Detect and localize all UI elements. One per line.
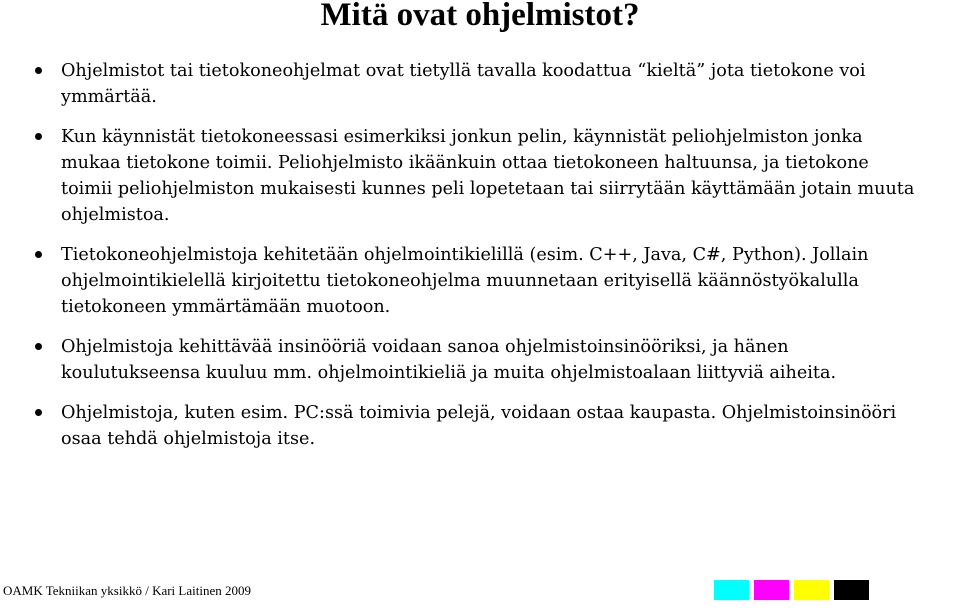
- color-swatch: [714, 580, 749, 600]
- print-color-bar: [714, 580, 869, 600]
- color-swatch: [794, 580, 829, 600]
- color-swatch: [834, 580, 869, 600]
- bullet-item-4: [0, 334, 960, 386]
- color-swatch: [754, 580, 789, 600]
- bullet-item-3: [0, 242, 960, 320]
- bullet-text: Ohjelmistot tai tietokoneohjelmat ovat tietyllä tavalla koodattua “kieltä” jota tietokone voi ymmärtää.: [61, 61, 866, 107]
- bullet-list: [0, 58, 960, 466]
- bullet-text: Ohjelmistoja kehittävää insinööriä voidaan sanoa ohjelmistoinsinööriksi, ja hänen koulutukseensa kuuluu mm. ohjelmointikieliä ja muita ohjelmistoalaan liittyviä aiheita.: [61, 337, 837, 383]
- bullet-text: Kun käynnistät tietokoneessasi esimerkiksi jonkun pelin, käynnistät peliohjelmiston jonka mukaa tietokone toimii. Peliohjelmisto ikäänkuin ottaa tietokoneen haltuunsa, ja tietokone toimii peliohjelmiston mukaisesti kunnes peli lopetetaan tai siirrytään käyttämään jotain muuta ohjelmistoa.: [61, 127, 915, 225]
- bullet-text: Tietokoneohjelmistoja kehitetään ohjelmointikielillä (esim. C++, Java, C#, Python). Jollain ohjelmointikielellä kirjoitettu tietokoneohjelma muunnetaan erityisellä käännöstyökalulla tietokoneen ymmärtämään muotoon.: [61, 245, 869, 317]
- slide-title: Mitä ovat ohjelmistot?: [320, 0, 640, 33]
- bullet-item-5: [0, 400, 960, 452]
- bullet-text: Ohjelmistoja, kuten esim. PC:ssä toimivia pelejä, voidaan ostaa kaupasta. Ohjelmistoinsinööri osaa tehdä ohjelmistoja itse.: [61, 403, 897, 449]
- bullet-item-1: [0, 58, 960, 110]
- bullet-item-2: [0, 124, 960, 228]
- footer-credit: OAMK Tekniikan yksikkö / Kari Laitinen 2009: [3, 583, 251, 598]
